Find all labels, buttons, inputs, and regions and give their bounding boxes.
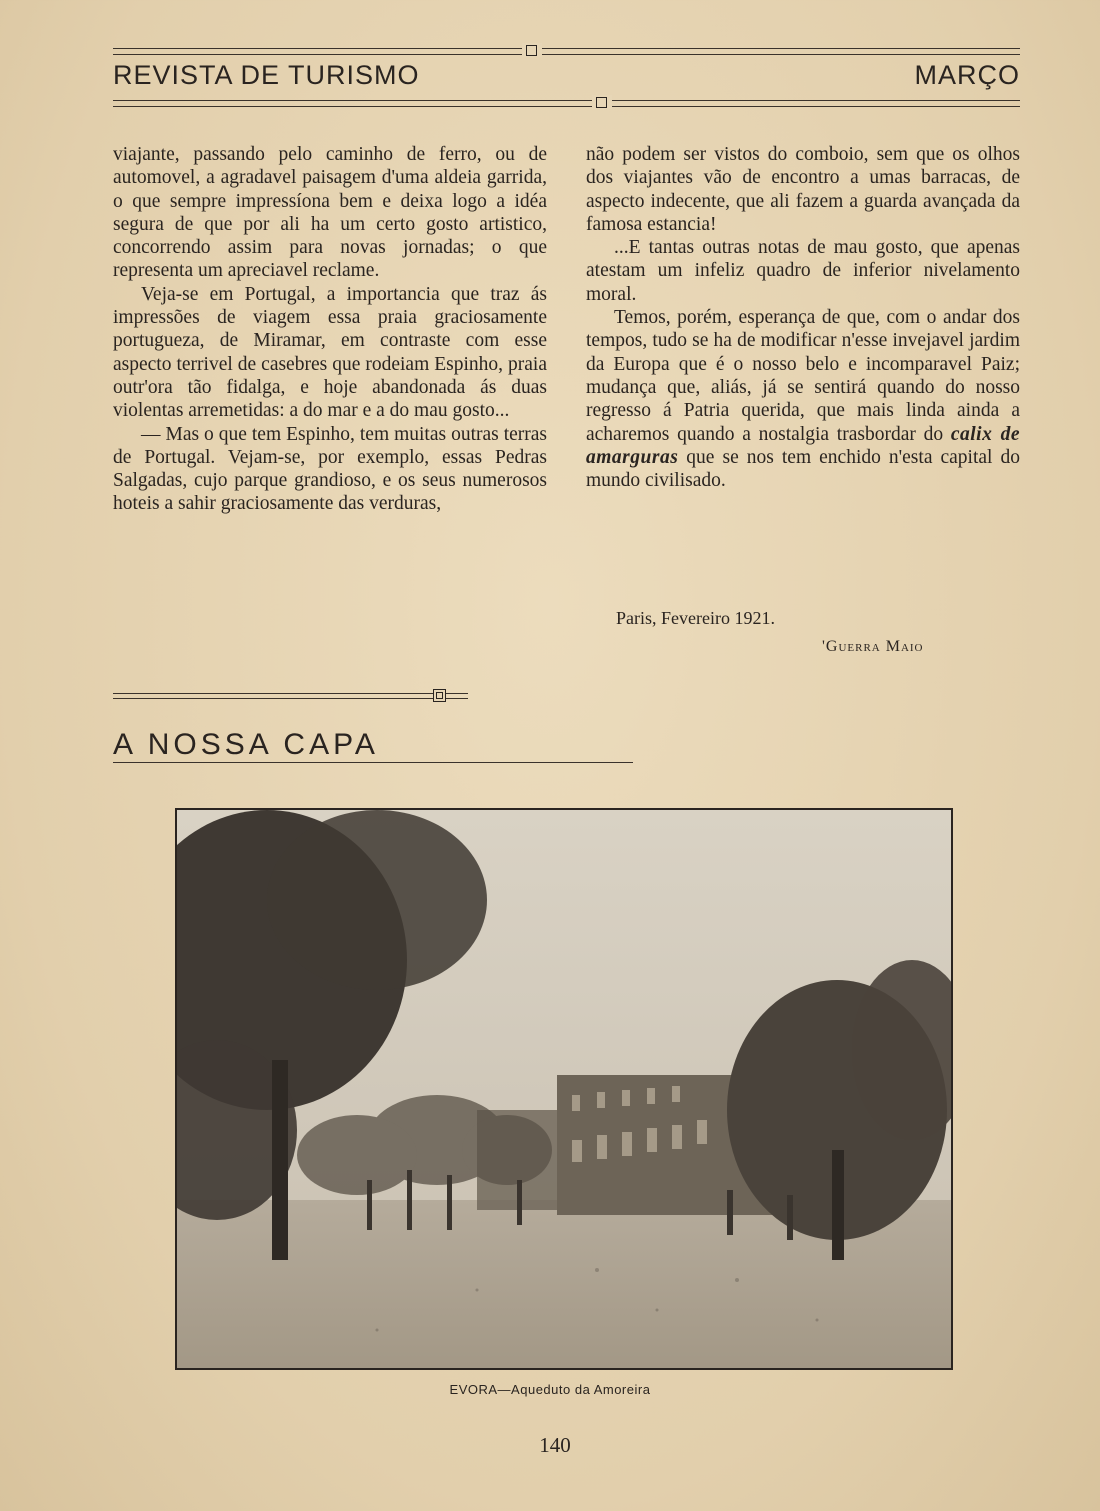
- aqueduct-photo-illustration: [177, 810, 951, 1368]
- paragraph: ...E tantas outras notas de mau gosto, que apenas atestam um infeliz quadro de inferior nivelamento moral.: [586, 237, 1020, 305]
- magazine-title: REVISTA DE TURISMO: [113, 60, 420, 90]
- header-bottom-rule: [113, 100, 1020, 107]
- signature-place-date: Paris, Fevereiro 1921.: [616, 608, 775, 628]
- section-title: A NOSSA CAPA: [113, 728, 379, 761]
- paragraph: não podem ser vistos do comboio, sem que os olhos dos viajantes vão de encontro a umas barracas, de aspecto indecente, que ali fazem a guarda avançada da famosa estancia!: [586, 144, 1020, 235]
- section-underline: [113, 762, 633, 763]
- header-top-rule: [113, 48, 1020, 55]
- signature-author: 'Guerra Maio: [822, 638, 924, 655]
- paragraph: Temos, porém, esperança de que, com o andar dos tempos, tudo se ha de modificar n'esse invejavel jardim da Europa que é o nosso belo e incomparavel Paiz; mudança que, aliás, já se sentirá quando do nosso regresso á Patria querida, que mais linda ainda a acharemos quando a nostalgia trasbordar do calix de amarguras que se nos tem enchido n'esta capital do mundo civilisado.: [586, 307, 1020, 492]
- photo-caption: EVORA—Aqueduto da Amoreira: [449, 1382, 651, 1397]
- emphasis: calix de amarguras: [586, 423, 1020, 468]
- header-ornament-box: [526, 45, 537, 56]
- right-column: [586, 143, 1020, 492]
- cover-photo: [175, 808, 953, 1370]
- issue-month: MARÇO: [914, 60, 1020, 90]
- paragraph: viajante, passando pelo caminho de ferro, ou de automovel, a agradavel paisagem d'uma aldeia garrida, o que sempre impressíona bem e deixa logo a idéa segura de que por ali ha um certo gosto artistico, concorrendo assim para novas jornadas; o que representa um apreciavel reclame.: [113, 144, 547, 282]
- left-column: [113, 143, 547, 516]
- paragraph: Veja-se em Portugal, a importancia que traz ás impressões de viagem essa praia graciosamente portugueza, de Miramar, em contraste com esse aspecto terrivel de casebres que rodeiam Espinho, praia outr'ora tão fidalga, e hoje abandonada ás duas violentas arremetidas: a do mar e a do mau gosto...: [113, 283, 547, 422]
- paragraph: — Mas o que tem Espinho, tem muitas outras terras de Portugal. Vejam-se, por exemplo, essas Pedras Salgadas, cujo parque grandioso, e os seus numerosos hoteis a sahir graciosamente das verduras,: [113, 423, 547, 515]
- section-divider: [113, 693, 468, 699]
- header-ornament-box-2: [596, 97, 607, 108]
- section-ornament: [433, 689, 446, 702]
- page-number: 140: [539, 1433, 571, 1457]
